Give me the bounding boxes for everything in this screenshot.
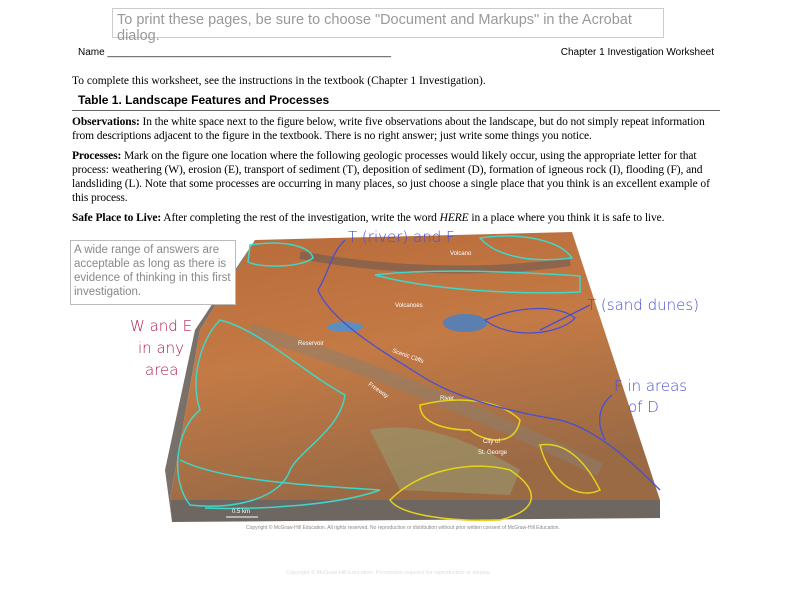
label-reservoir: Reservoir [298, 341, 324, 347]
annotation-flood-1: F in areas [614, 377, 688, 395]
lake [443, 314, 487, 332]
annotation-we-1: W and E [130, 317, 193, 335]
label-volcanoes: Volcanoes [395, 303, 423, 309]
observations-text: In the white space next to the figure below, write five observations about the landscape, but do not simply repeat information from descriptions adjacent to the figure in the textbook. There is no right answer; just write some things you notice. [72, 116, 705, 142]
label-freeway: Freeway [366, 381, 390, 400]
processes-text: Mark on the figure one location where the following geologic processes would likely occur, using the appropriate letter for that process: weathering (W), erosion (E), transport of sediment (T), deposition of sediment (D), formation of igneous rock (I), flooding (F), and landsliding (L). Note that some processes are occurring in many places, so just choose a single place that you think is an excellent example of this process. [72, 150, 710, 204]
page-copyright: Copyright © McGraw-Hill Education. Permission required for reproduction or display. [286, 570, 491, 576]
safe-text-end: in a place where you think it is safe to live. [468, 212, 665, 224]
annotation-river: T (river) and F [348, 228, 455, 246]
label-river: River [440, 396, 455, 402]
annotation-flood-2: of D [628, 398, 659, 416]
processes-label: Processes: [72, 150, 122, 162]
figure-copyright: Copyright © McGraw-Hill Education. All rights reserved. No reproduction or distribution without prior written consent of McGraw-Hill Education. [246, 525, 560, 531]
label-scale: 0.5 km [232, 509, 251, 515]
answer-note-box: A wide range of answers are acceptable as long as there is evidence of thinking in this first investigation. [70, 240, 236, 305]
safe-text: After completing the rest of the investigation, write the word [161, 212, 440, 224]
annotation-dunes: T (sand dunes) [587, 296, 700, 314]
table-title: Table 1. Landscape Features and Processes [78, 93, 330, 107]
print-notice: To print these pages, be sure to choose "Document and Markups" in the Acrobat dialog. [112, 8, 664, 38]
intro-text: To complete this worksheet, see the instructions in the textbook (Chapter 1 Investigation). [72, 75, 486, 87]
annotation-we-3: area [145, 361, 179, 379]
label-volcano: Volcano [450, 251, 472, 257]
label-city: City of [483, 439, 501, 445]
safe-label: Safe Place to Live: [72, 212, 162, 224]
name-field: Name ___________________________________________________ [78, 47, 392, 58]
label-cliffs: Scenic Cliffs [391, 348, 425, 366]
label-city-name: St. George [478, 450, 508, 456]
observations-label: Observations: [72, 116, 140, 128]
worksheet-title: Chapter 1 Investigation Worksheet [560, 47, 714, 58]
here-word: HERE [439, 212, 469, 224]
annotation-we-2: in any [138, 339, 185, 357]
